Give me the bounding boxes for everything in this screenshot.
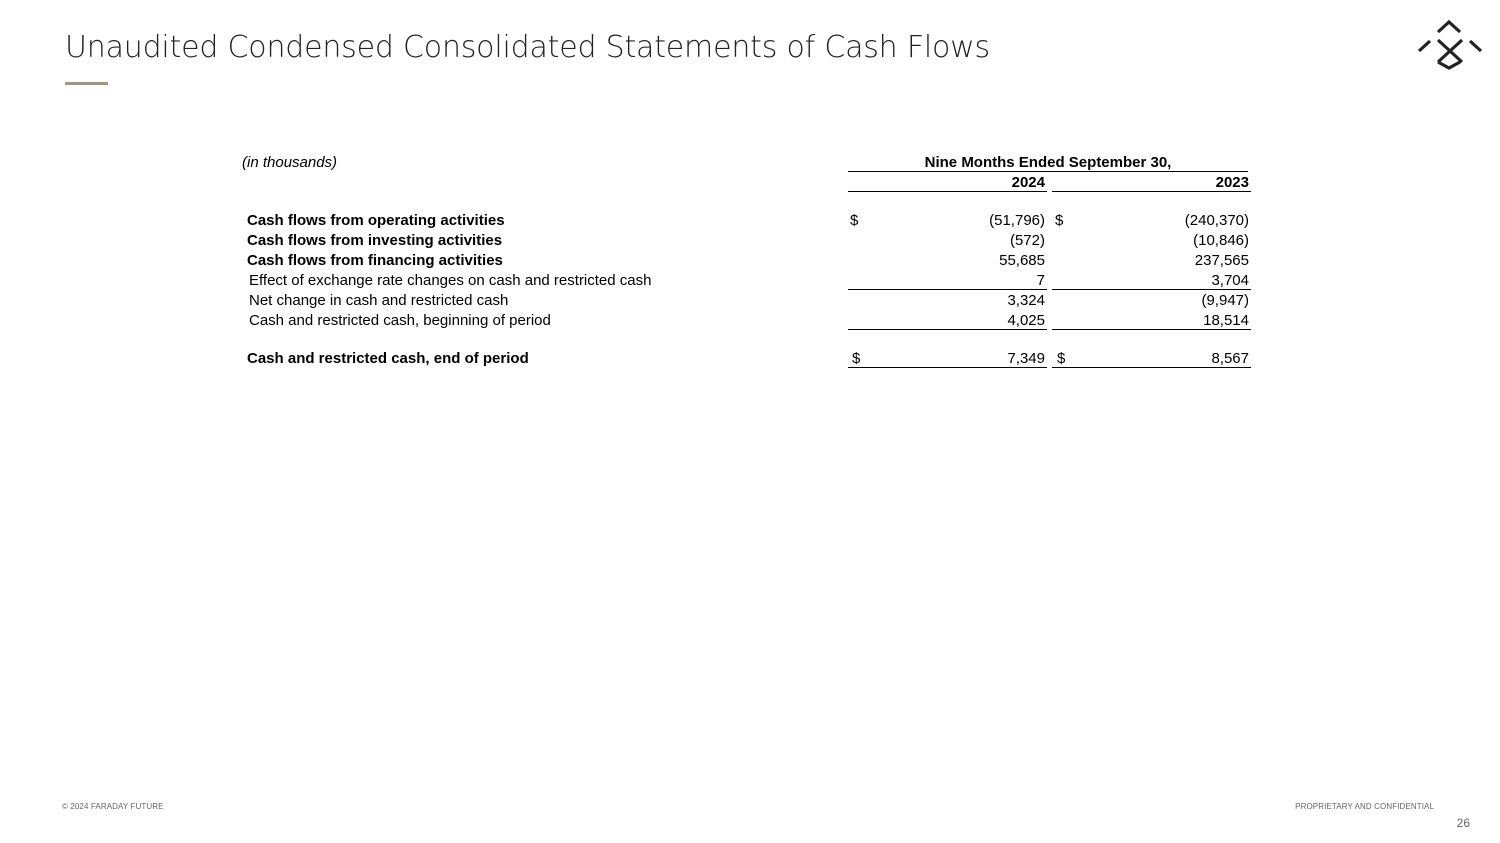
row-label-financing: Cash flows from financing activities: [247, 252, 503, 269]
row-label-exchange-rate: Effect of exchange rate changes on cash and restricted cash: [249, 272, 652, 289]
value-2023-financing: 237,565: [1194, 252, 1249, 269]
value-2024-financing: 55,685: [999, 252, 1045, 269]
value-2024-net-change: 3,324: [1007, 292, 1045, 309]
value-2024-end-of-period: 7,349: [1007, 350, 1045, 367]
subtotal-rule: [848, 329, 1047, 330]
row-label-operating: Cash flows from operating activities: [247, 212, 505, 229]
faraday-future-logo-icon: [1416, 20, 1484, 70]
dollar-sign: $: [1055, 212, 1064, 229]
subtotal-rule: [1052, 329, 1251, 330]
row-label-beginning: Cash and restricted cash, beginning of period: [249, 312, 551, 329]
year-rule-2023: [1052, 191, 1251, 192]
value-2023-operating: (240,370): [1184, 212, 1249, 229]
year-header-2023: 2023: [1215, 174, 1249, 191]
total-rule: [1052, 367, 1251, 368]
value-2023-net-change: (9,947): [1201, 292, 1249, 309]
value-2023-exchange-rate: 3,704: [1211, 272, 1249, 289]
title-underline-accent: [65, 82, 108, 85]
year-rule-2024: [848, 191, 1047, 192]
dollar-sign: $: [852, 350, 861, 367]
total-rule: [848, 367, 1047, 368]
value-2024-beginning: 4,025: [1007, 312, 1045, 329]
units-label: (in thousands): [242, 154, 338, 171]
footer-confidential: PROPRIETARY AND CONFIDENTIAL: [1295, 802, 1434, 811]
value-2023-end-of-period: 8,567: [1211, 350, 1249, 367]
row-label-end-of-period: Cash and restricted cash, end of period: [247, 350, 529, 367]
value-2023-investing: (10,846): [1193, 232, 1249, 249]
subtotal-rule: [848, 289, 1047, 290]
value-2024-exchange-rate: 7: [1036, 272, 1045, 289]
period-header: Nine Months Ended September 30,: [924, 154, 1172, 171]
value-2023-beginning: 18,514: [1203, 312, 1249, 329]
subtotal-rule: [1052, 289, 1251, 290]
page-title: Unaudited Condensed Consolidated Statements of Cash Flows: [65, 30, 990, 65]
footer-copyright: © 2024 FARADAY FUTURE: [62, 802, 164, 811]
value-2024-operating: (51,796): [989, 212, 1045, 229]
row-label-net-change: Net change in cash and restricted cash: [249, 292, 509, 309]
dollar-sign: $: [850, 212, 859, 229]
dollar-sign: $: [1057, 350, 1066, 367]
row-label-investing: Cash flows from investing activities: [247, 232, 503, 249]
value-2024-investing: (572): [1009, 232, 1045, 249]
period-header-rule: [848, 171, 1248, 172]
year-header-2024: 2024: [1011, 174, 1045, 191]
page-number: 26: [1456, 816, 1470, 830]
